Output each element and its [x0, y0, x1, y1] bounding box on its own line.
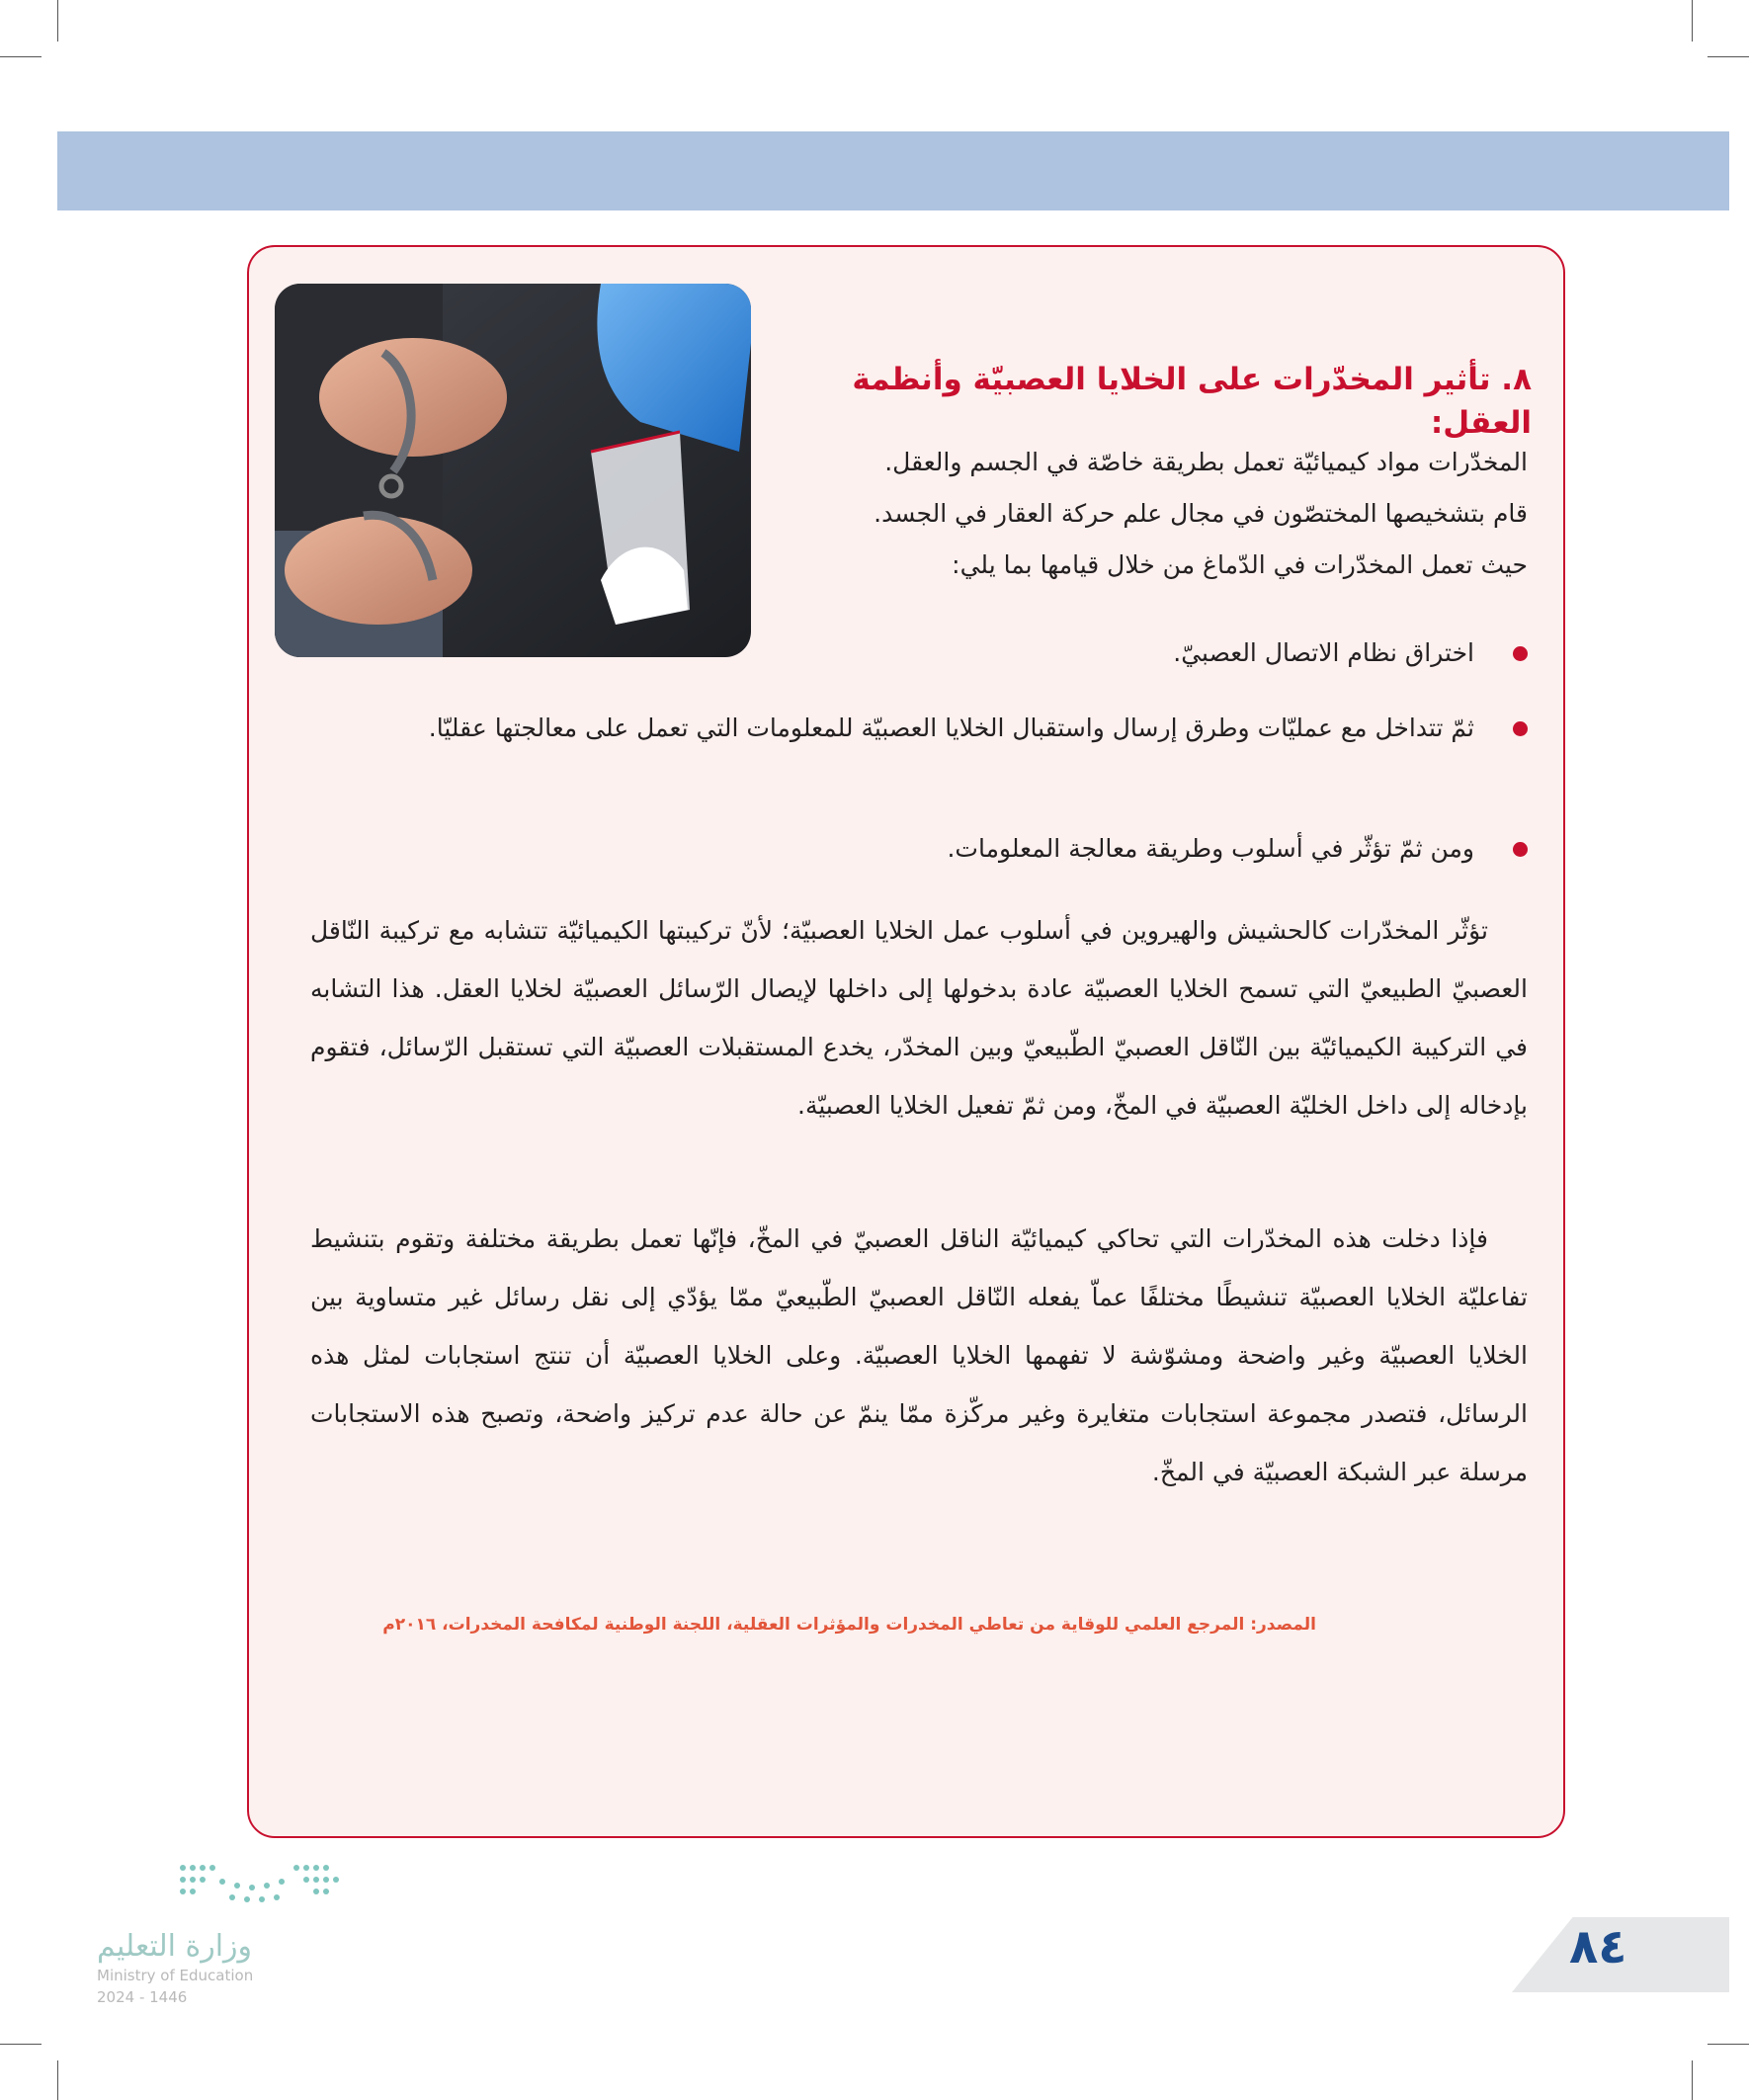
crop-mark	[1707, 56, 1749, 57]
crop-mark	[0, 2044, 42, 2045]
bullet-text: اختراق نظام الاتصال العصبيّ.	[1173, 638, 1474, 667]
ministry-logo-dots-icon	[178, 1860, 356, 1909]
intro-line: حيث تعمل المخدّرات في الدّماغ من خلال قيامها بما يلي:	[952, 550, 1528, 579]
section-heading: ٨. تأثير المخدّرات على الخلايا العصبيّة وأنظمة العقل:	[852, 362, 1532, 441]
intro-line: المخدّرات مواد كيميائيّة تعمل بطريقة خاصّة في الجسم والعقل.	[884, 448, 1528, 476]
bullet-dot-icon	[1513, 721, 1528, 736]
bullet-text: ومن ثمّ تؤثّر في أسلوب وطريقة معالجة المعلومات.	[947, 834, 1474, 863]
bullet-dot-icon	[1513, 842, 1528, 857]
header-band	[57, 131, 1729, 210]
page-number: ٨٤	[1569, 1919, 1627, 1974]
source-note: المصدر: المرجع العلمي للوقاية من تعاطي المخدرات والمؤثرات العقلية، اللجنة الوطنية لمكافحة المخدرات، ٢٠١٦م	[382, 1615, 1316, 1635]
handcuffs-drug-bag-photo	[275, 284, 751, 657]
crop-mark	[57, 2060, 58, 2100]
crop-mark	[1692, 0, 1693, 42]
bullet-text: ثمّ تتداخل مع عمليّات وطرق إرسال واستقبال الخلايا العصبيّة للمعلومات التي تعمل على معالجتها عقليّا.	[428, 714, 1474, 742]
intro-line: قام بتشخيصها المختصّون في مجال علم حركة العقار في الجسد.	[874, 499, 1528, 528]
crop-mark	[57, 0, 58, 42]
crop-mark	[1707, 2044, 1749, 2045]
ministry-year: 2024 - 1446	[97, 1988, 188, 2006]
intro-text	[717, 437, 1528, 591]
bullet-item	[310, 623, 1528, 684]
ministry-name-english: Ministry of Education	[97, 1967, 254, 1984]
bullet-item	[310, 818, 1528, 880]
bullet-dot-icon	[1513, 646, 1528, 661]
paragraph: تؤثّر المخدّرات كالحشيش والهيروين في أسلوب عمل الخلايا العصبيّة؛ لأنّ تركيبتها الكيميائيّة تتشابه مع تركيبة النّاقل العصبيّ الطبيعيّ التي تسمح الخلايا العصبيّة عادة بدخولها إلى داخلها لإيصال الرّسائل العصبيّة لخلايا العقل. هذا التشابه في التركيبة الكيميائيّة بين النّاقل العصبيّ الطّبيعيّ وبين المخدّر، يخدع المستقبلات العصبيّة التي تستقبل الرّسائل، فتقوم بإدخاله إلى داخل الخليّة العصبيّة في المخّ، ومن ثمّ تفعيل الخلايا العصبيّة.	[310, 916, 1528, 1120]
bullet-item	[310, 698, 1528, 759]
crop-mark	[1692, 2060, 1693, 2100]
crop-mark	[0, 56, 42, 57]
ministry-name-arabic: وزارة التعليم	[97, 1929, 253, 1964]
paragraph: فإذا دخلت هذه المخدّرات التي تحاكي كيميائيّة الناقل العصبيّ في المخّ، فإنّها تعمل بطريقة مختلفة وتقوم بتنشيط تفاعليّة الخلايا العصبيّة تنشيطًا مختلفًا عماّ يفعله النّاقل العصبيّ الطّبيعيّ ممّا يؤدّي إلى نقل رسائل غير متساوية بين الخلايا العصبيّة وغير واضحة ومشوّشة لا تفهمها الخلايا العصبيّة. وعلى الخلايا العصبيّة أن تنتج استجابات لمثل هذه الرسائل، فتصدر مجموعة استجابات متغايرة وغير مركّزة ممّا ينمّ عن حالة عدم تركيز واضحة، وتصبح هذه الاستجابات مرسلة عبر الشبكة العصبيّة في المخّ.	[310, 1224, 1528, 1486]
